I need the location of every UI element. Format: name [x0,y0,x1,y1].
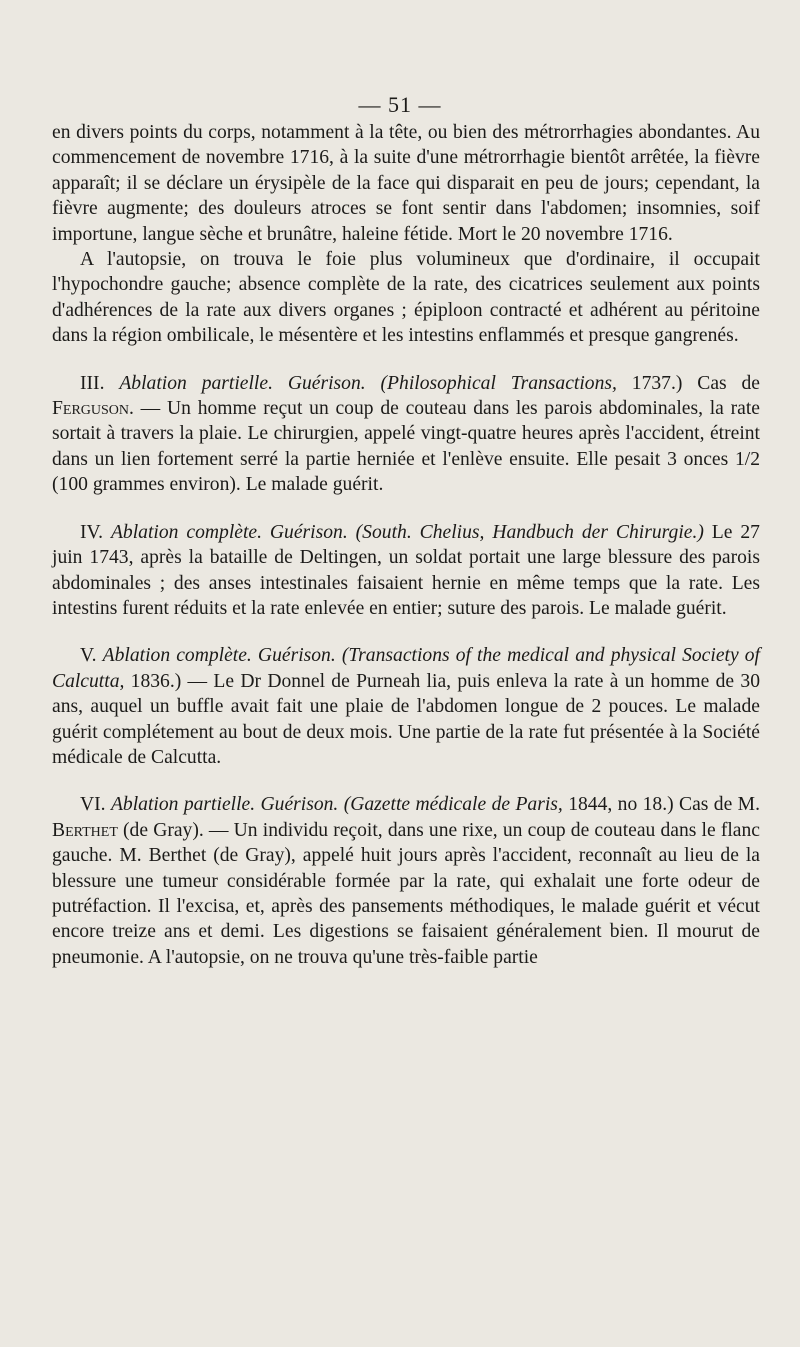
case-author: Ferguson. [52,398,134,420]
case-number: IV. [80,521,111,543]
case-title: Ablation partielle. Guérison. (Gazette médicale de Paris, [110,794,563,816]
case-number: VI. [80,794,111,816]
paragraph-case-continuation: en divers points du corps, notamment à la tête, ou bien des métrorrhagies abondantes. Au commencement de novembre 1716, à la suite d'une métrorrhagie bientôt arrêtée, la fièvre apparaît; il se déclare un érysipèle de la face qui disparait en peu de jours; cependant, la fièvre augmente; des douleurs atroces se font sentir dans l'abdomen; insomnies, soif importune, langue sèche et brunâtre, haleine fétide. Mort le 20 novembre 1716. [52,122,760,245]
case-body: (de Gray). — Un individu reçoit, dans une rixe, un coup de couteau dans le flanc gauche. M. Berthet (de Gray), appelé huit jours après l'accident, reconnaît au lieu de la blessure une tumeur considérable formée par la rate, qui exhalait une forte odeur de putréfaction. Il l'excisa, et, après des pansements méthodiques, le malade guérit et vécut encore treize ans et demi. Les digestions se faisaient généralement bien. Il mourut de pneumonie. A l'autopsie, on ne trouva qu'une très-faible partie [52,819,760,968]
body-text [52,120,760,970]
paragraph-case-vi [52,792,760,970]
case-title: Ablation complète. Guérison. (South. Chelius, Handbuch der Chirurgie.) [110,521,704,543]
paragraph-case-v [52,643,760,770]
case-body: 1836.) — Le Dr Donnel de Purneah lia, puis enleva la rate à un homme de 30 ans, auquel un buffle avait fait une plaie de l'abdomen longue de 2 pouces. Le malade guérit complétement au bout de deux mois. Une partie de la rate fut présentée à la Société médicale de Calcutta. [52,670,760,768]
case-number: III. [80,372,120,394]
case-author: Berthet [52,819,118,841]
case-body: — Un homme reçut un coup de couteau dans les parois abdominales, la rate sortait à travers la plaie. Le chirurgien, appelé vingt-quatre heures après l'accident, étreint dans un lien fortement serré la partie herniée et l'enlève ensuite. Elle pesait 3 onces 1/2 (100 grammes environ). Le malade guérit. [52,398,760,496]
case-title: Ablation partielle. Guérison. (Philosophical Transactions, [119,372,617,394]
case-number: V. [80,645,103,667]
case-year: 1844, no 18.) Cas de M. [562,794,760,816]
case-body: Le 27 juin 1743, après la bataille de Deltingen, un soldat portait une large blessure des parois abdominales ; des anses intestinales faisaient hernie en même temps que la rate. Les intestins furent réduits et la rate enlevée en entier; suture des parois. Le malade guérit. [52,521,760,619]
paragraph-autopsy: A l'autopsie, on trouva le foie plus volumineux que d'ordinaire, il occupait l'hypochondre gauche; absence complète de la rate, des cicatrices seulement aux points d'adhérences de la rate aux divers organes ; épiploon contracté et adhérent au péritoine dans la région ombilicale, le mésentère et les intestins enflammés et presque gangrenés. [52,249,760,347]
case-year: 1737.) Cas de [616,372,760,394]
paragraph-case-iv [52,520,760,622]
page-number: — 51 — [358,92,442,117]
case-title: Ablation complète. Guérison. (Transactions of the medical and physical Society of Calcutta, [52,645,760,692]
paragraph-case-iii [52,371,760,498]
